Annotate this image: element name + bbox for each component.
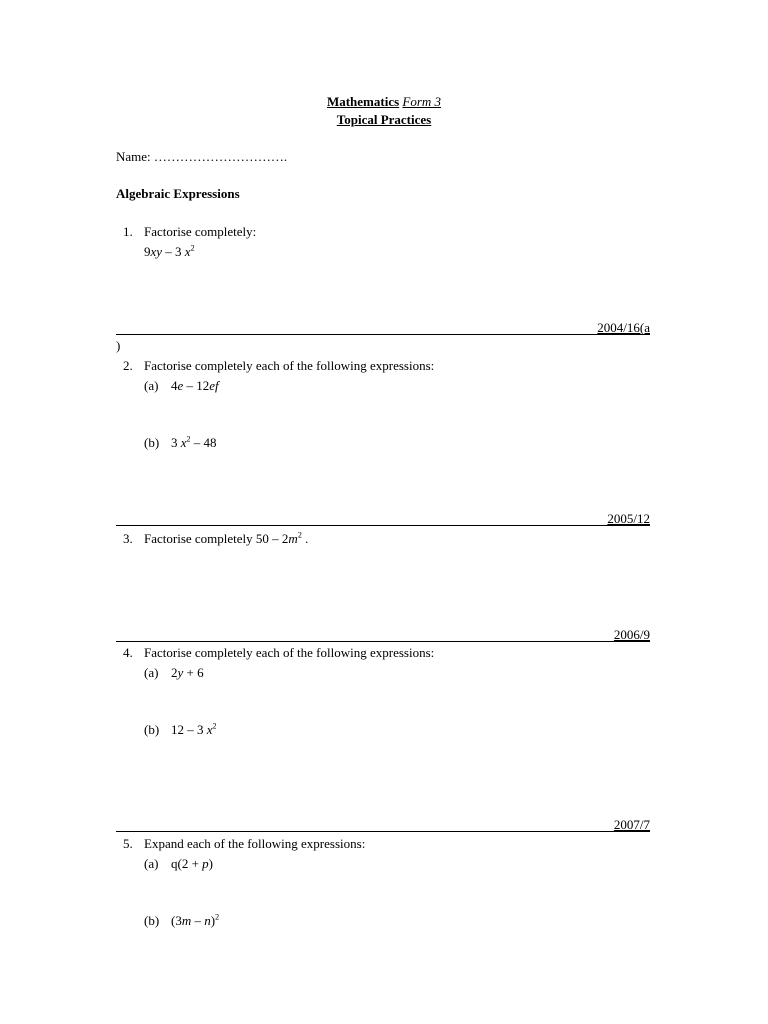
math-expression: (3m – n)$^2$: [171, 912, 220, 928]
divider: [116, 525, 650, 526]
question-text: Factorise completely each of the following expressions:: [144, 358, 435, 373]
divider: [116, 334, 650, 335]
question-number: 4.: [123, 645, 133, 660]
question-reference: 2007/7: [613, 817, 650, 832]
page-title: [0, 94, 768, 110]
math-expression: 12 – 3 $x^2$: [171, 721, 217, 737]
name-field: Name: ………………………….: [116, 149, 288, 164]
math-expression: q(2 + p): [171, 856, 214, 871]
question-reference-cont: ): [116, 338, 121, 353]
question-text-prefix: Factorise completely 50 – 2: [144, 531, 289, 546]
question-reference: 2006/9: [613, 627, 650, 642]
part-label: (b): [144, 722, 160, 737]
title-subject: Mathematics: [326, 94, 400, 109]
question-part: [144, 913, 219, 929]
question-text: [144, 531, 308, 547]
question-part: [144, 378, 219, 394]
math-expression: 3 $x^2 - 48$: [171, 434, 217, 450]
question-text: Factorise completely:: [144, 224, 257, 239]
part-label: (b): [144, 435, 160, 450]
page-subtitle: Topical Practices: [336, 112, 432, 127]
question-number: 3.: [123, 531, 133, 546]
question-text: Factorise completely each of the following expressions:: [144, 645, 435, 660]
title-form: Form 3: [402, 94, 442, 109]
part-label: (a): [144, 856, 159, 871]
divider: [116, 831, 650, 832]
section-heading: Algebraic Expressions: [116, 186, 240, 201]
question-number: 2.: [123, 358, 133, 373]
question-part: [144, 665, 204, 681]
part-label: (a): [144, 378, 159, 393]
math-expression: $m^2$ .: [288, 530, 309, 546]
question-part: [144, 435, 217, 451]
math-expression: 9xy – 3 $x^2$: [144, 243, 195, 259]
question-text: Expand each of the following expressions:: [144, 836, 366, 851]
question-part: [144, 722, 217, 738]
part-label: (b): [144, 913, 160, 928]
question-number: 5.: [123, 836, 133, 851]
question-part: [144, 856, 213, 872]
math-expression: 2y + 6: [171, 665, 204, 680]
part-label: (a): [144, 665, 159, 680]
question-reference: 2004/16(a: [597, 320, 650, 335]
divider: [116, 641, 650, 642]
question-number: 1.: [123, 224, 133, 239]
question-reference: 2005/12: [607, 511, 650, 526]
math-expression: 4e – 12ef: [171, 378, 219, 393]
